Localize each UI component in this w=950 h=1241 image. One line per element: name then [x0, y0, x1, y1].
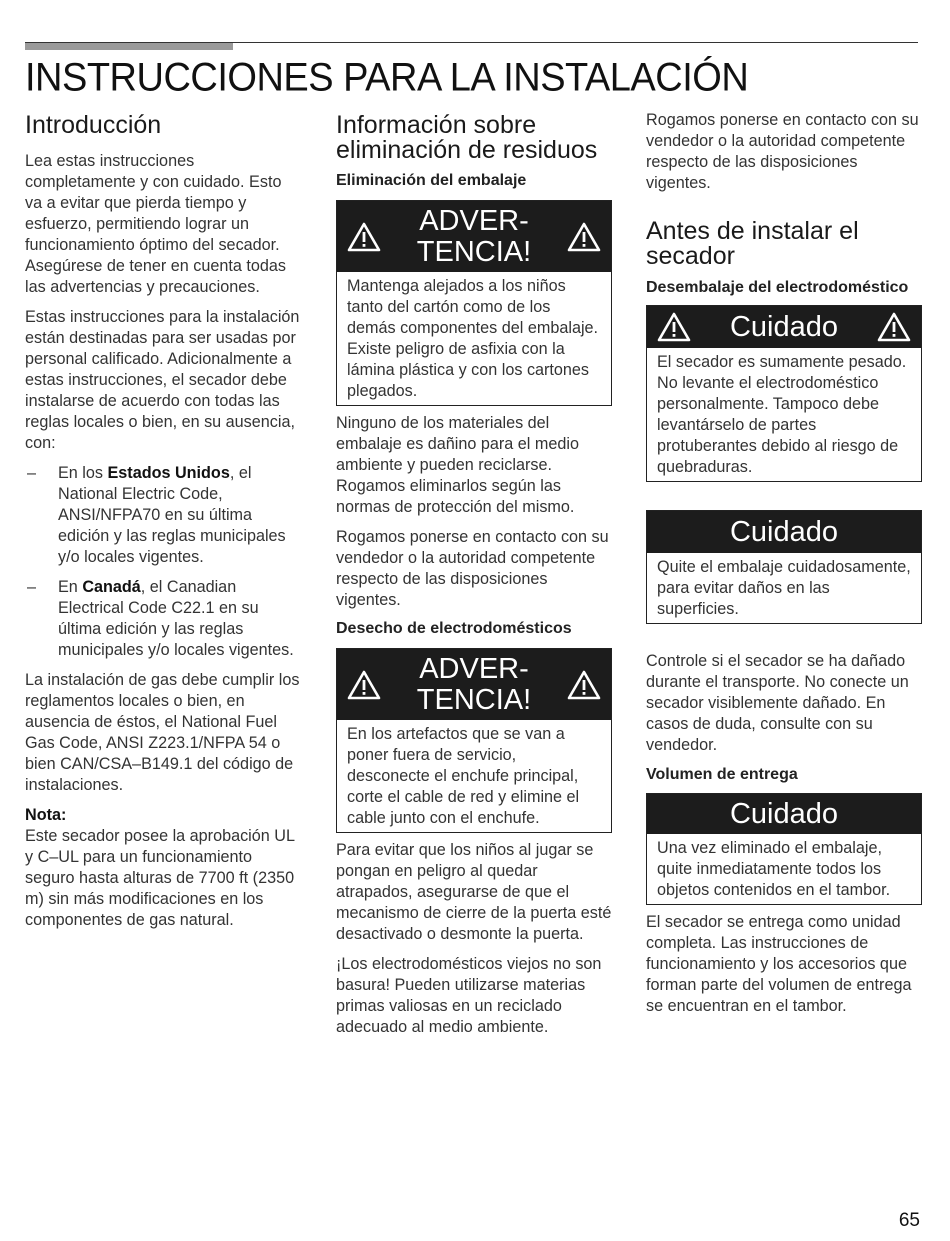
- warning-triangle-icon: [567, 670, 601, 700]
- header-accent-bar: [25, 43, 233, 50]
- note-label-text: Nota:: [25, 806, 67, 824]
- delivery-paragraph: El secador se entrega como unidad completa. Las instrucciones de funcionamiento y los accesorios que forman parte del volumen de entrega se encuentran en el tambor.: [646, 913, 912, 1015]
- section-heading-before-install: Antes de instalar el secador: [646, 217, 859, 270]
- warning-triangle-icon: [347, 222, 381, 252]
- warning-triangle-icon: [347, 670, 381, 700]
- warning-text: En los artefactos que se van a poner fuera de servicio, desconecte el enchufe principal, corte el cable de red y elimine el cable junto con el enchufe.: [347, 725, 580, 827]
- section-heading-introduction: Introducción: [25, 111, 162, 139]
- caution-text: Una vez eliminado el embalaje, quite inmediatamente todos los objetos contenidos en el tambor.: [657, 839, 891, 899]
- warning-triangle-icon: [567, 222, 601, 252]
- warning-text: Mantenga alejados a los niños tanto del cartón como de los demás componentes del embalaje. Existe peligro de asfixia con la lámina plástica y con los cartones plegados.: [347, 277, 599, 400]
- packaging-paragraph-2: Rogamos ponerse en contacto con su vendedor o la autoridad competente respecto de las disposiciones vigentes.: [336, 528, 609, 609]
- warning-triangle-icon: [657, 312, 691, 342]
- damage-check-paragraph: Controle si el secador se ha dañado durante el transporte. No conecte un secador visiblemente dañado. En casos de duda, consulte con su vendedor.: [646, 652, 909, 754]
- caution-title: Cuidado: [729, 797, 839, 830]
- subheading-packaging: Eliminación del embalaje: [336, 172, 527, 189]
- warning-title: ADVER- TENCIA!: [416, 652, 532, 716]
- caution-title: Cuidado: [729, 515, 839, 548]
- warning-header: [337, 649, 611, 720]
- warning-triangle-icon: [877, 312, 911, 342]
- packaging-paragraph-1: Ninguno de los materiales del embalaje es dañino para el medio ambiente y pueden reciclarse. Rogamos eliminarlos según las normas de protección del mismo.: [336, 414, 579, 516]
- list-item-bold: Estados Unidos: [107, 464, 230, 482]
- list-item-text: , el Canadian Electrical Code C22.1 en su última edición y las reglas municipales y/o locales vigentes.: [58, 578, 294, 659]
- disposal-paragraph-1: Para evitar que los niños al jugar se pongan en peligro al quedar atrapados, asegurarse de que el mecanismo de cierre de la puerta esté desactivado o desmonte la puerta.: [336, 841, 612, 943]
- code-list: [25, 463, 303, 661]
- caution-header: [647, 306, 921, 348]
- column-introduction: [25, 108, 303, 931]
- page-number: 65: [898, 1210, 920, 1231]
- warning-box-packaging: [336, 200, 612, 406]
- column-waste-disposal: [336, 108, 612, 1038]
- caution-text: El secador es sumamente pesado. No levante el electrodoméstico personalmente. Tampoco debe levantárselo de partes protuberantes debido al riesgo de quebraduras.: [657, 353, 907, 476]
- list-item-bold: Canadá: [82, 578, 141, 596]
- subheading-appliance-disposal: Desecho de electrodomésticos: [336, 620, 572, 637]
- caution-box-drum: [646, 793, 922, 905]
- caution-box-heavy: [646, 305, 922, 482]
- list-item-text: , el National Electric Code, ANSI/NFPA70 en su última edición y las reglas municipales y/o locales vigentes.: [58, 464, 286, 566]
- caution-header: [647, 794, 921, 834]
- list-item-text: En los: [58, 464, 108, 482]
- list-item-canada: [25, 577, 303, 661]
- disposal-paragraph-2: ¡Los electrodomésticos viejos no son basura! Pueden utilizarse materias primas valiosas en un reciclado adecuado al medio ambiente.: [336, 955, 602, 1036]
- list-item-text: En: [58, 578, 83, 596]
- caution-header: [647, 511, 921, 553]
- warning-title: ADVER- TENCIA!: [416, 204, 532, 268]
- column-before-install: [646, 110, 922, 1017]
- subheading-delivery: Volumen de entrega: [646, 766, 798, 783]
- gas-paragraph: La instalación de gas debe cumplir los reglamentos locales o bien, en ausencia de éstos, el National Fuel Gas Code, ANSI Z223.1/NFPA 54 o bien CAN/CSA–B149.1 del código de instalaciones.: [25, 671, 300, 794]
- caution-text: Quite el embalaje cuidadosamente, para evitar daños en las superficies.: [657, 558, 911, 618]
- intro-paragraph-1: Lea estas instrucciones completamente y con cuidado. Esto va a evitar que pierda tiempo y esfuerzo, permitiendo lograr un funcionamiento óptimo del secador. Asegúrese de tener en cuenta todas las advertencias y precauciones.: [25, 152, 286, 296]
- subheading-unpacking: Desembalaje del electrodoméstico: [646, 279, 909, 296]
- contact-paragraph: Rogamos ponerse en contacto con su vendedor o la autoridad competente respecto de las disposiciones vigentes.: [646, 111, 919, 192]
- warning-header: [337, 201, 611, 272]
- caution-title: Cuidado: [729, 310, 839, 343]
- page-title: INSTRUCCIONES PARA LA INSTALACIÓN: [25, 56, 749, 101]
- note-label: [25, 805, 303, 826]
- note-paragraph: Este secador posee la aprobación UL y C–UL para un funcionamiento seguro hasta alturas de 7700 ft (2350 m) sin más modificaciones en los componentes de gas natural.: [25, 827, 295, 929]
- list-item-usa: [25, 463, 303, 568]
- warning-box-disposal: [336, 648, 612, 833]
- caution-box-packaging: [646, 510, 922, 624]
- section-heading-waste: Información sobre eliminación de residuos: [336, 111, 598, 164]
- intro-paragraph-2: Estas instrucciones para la instalación están destinadas para ser usadas por personal calificado. Adicionalmente a estas instrucciones, el secador debe instalarse de acuerdo con todas las reglas locales o bien, en su ausencia, con:: [25, 308, 300, 452]
